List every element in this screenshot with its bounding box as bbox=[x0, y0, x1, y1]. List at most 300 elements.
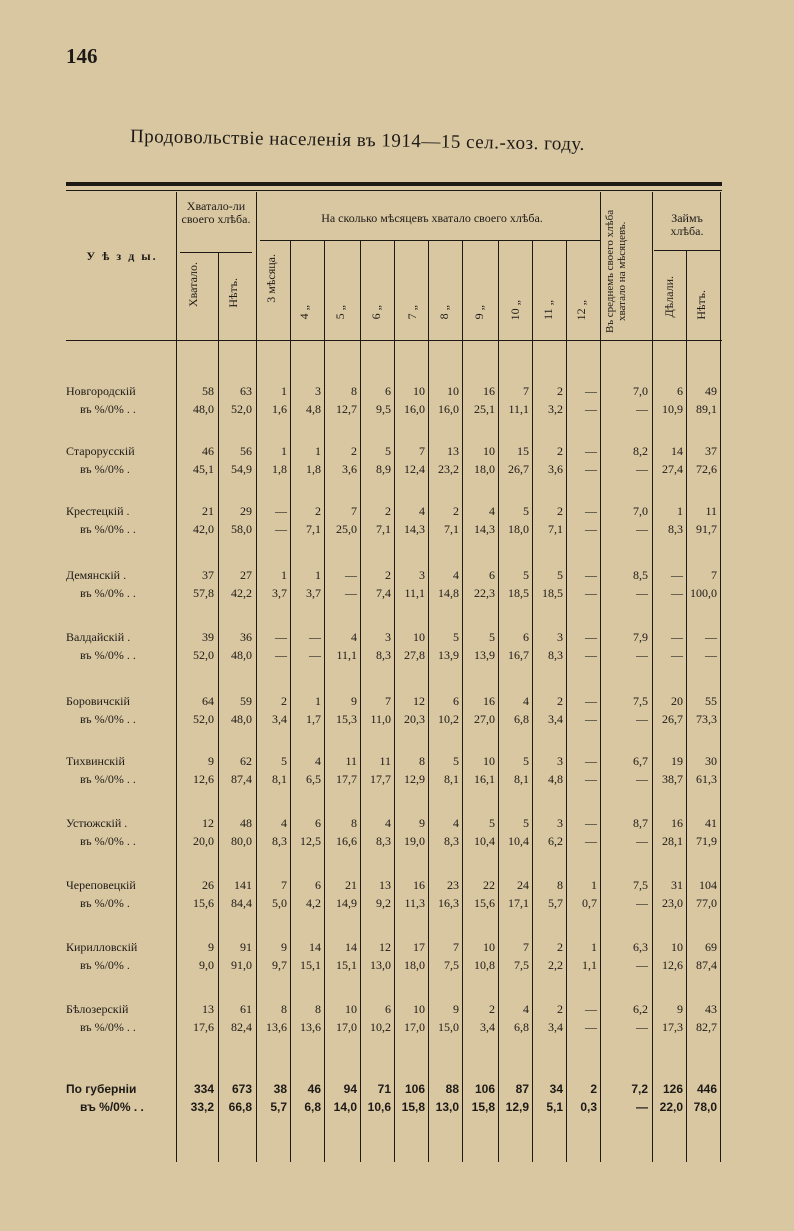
count-cell: 5 bbox=[523, 504, 529, 518]
percent-cell: 18,0 bbox=[508, 522, 529, 536]
percent-cell: — bbox=[636, 772, 648, 786]
count-cell: 13 bbox=[447, 444, 459, 458]
count-cell: 7,0 bbox=[633, 504, 648, 518]
percent-cell: — bbox=[671, 648, 683, 662]
percent-label: въ %/0% . . bbox=[80, 402, 136, 416]
percent-cell: 3,4 bbox=[548, 1020, 563, 1034]
count-cell: — bbox=[585, 816, 597, 830]
header-month-12: 12 „ bbox=[574, 300, 588, 321]
percent-cell: 48,0 bbox=[193, 402, 214, 416]
count-cell: 8,5 bbox=[633, 568, 648, 582]
col-line bbox=[720, 192, 721, 1162]
count-cell: — bbox=[309, 630, 321, 644]
count-cell: 7 bbox=[453, 940, 459, 954]
row-label bbox=[66, 1080, 176, 1116]
percent-cell: 10,8 bbox=[474, 958, 495, 972]
percent-cell: 17,0 bbox=[404, 1020, 425, 1034]
count-cell: 11 bbox=[705, 504, 717, 518]
count-cell: 58 bbox=[202, 384, 214, 398]
percent-label: въ %/0% . . bbox=[80, 1020, 136, 1034]
percent-cell: 6,8 bbox=[514, 712, 529, 726]
percent-cell: — bbox=[636, 462, 648, 476]
count-cell: 14 bbox=[671, 444, 683, 458]
percent-cell: 9,7 bbox=[272, 958, 287, 972]
percent-cell: 33,2 bbox=[190, 1100, 214, 1114]
page-number: 146 bbox=[66, 44, 98, 68]
count-cell: 1 bbox=[591, 940, 597, 954]
percent-cell: 91,7 bbox=[696, 522, 717, 536]
count-cell: — bbox=[671, 630, 683, 644]
count-cell: 7,5 bbox=[633, 694, 648, 708]
percent-cell: — bbox=[671, 586, 683, 600]
count-cell: 10 bbox=[483, 444, 495, 458]
count-cell: 46 bbox=[307, 1082, 321, 1096]
percent-cell: 15,6 bbox=[193, 896, 214, 910]
count-cell: 8 bbox=[419, 754, 425, 768]
count-cell: 6 bbox=[523, 630, 529, 644]
percent-cell: 18,0 bbox=[474, 462, 495, 476]
count-cell: 64 bbox=[202, 694, 214, 708]
percent-cell: 22,3 bbox=[474, 586, 495, 600]
percent-cell: 3,7 bbox=[272, 586, 287, 600]
count-cell: 5 bbox=[557, 568, 563, 582]
row-label bbox=[66, 692, 176, 728]
count-cell: 5 bbox=[281, 754, 287, 768]
count-cell: 21 bbox=[202, 504, 214, 518]
percent-label: въ %/0% . . bbox=[80, 522, 136, 536]
header-hvatalo-group: Хватало-ли своего хлѣба. bbox=[181, 199, 251, 226]
header-month-4: 4 „ bbox=[297, 305, 311, 320]
percent-label: въ %/0% . bbox=[80, 896, 130, 910]
percent-cell: — bbox=[585, 648, 597, 662]
count-cell: 106 bbox=[474, 1082, 495, 1096]
count-cell: 2 bbox=[590, 1082, 597, 1096]
count-cell: 6,3 bbox=[633, 940, 648, 954]
count-cell: 1 bbox=[315, 444, 321, 458]
percent-cell: 82,4 bbox=[231, 1020, 252, 1034]
count-cell: 9 bbox=[208, 754, 214, 768]
header-uezdy: У ѣ з д ы. bbox=[86, 249, 158, 263]
count-cell: 104 bbox=[699, 878, 717, 892]
count-cell: 16 bbox=[483, 694, 495, 708]
row-label bbox=[66, 938, 176, 974]
percent-cell: 15,1 bbox=[300, 958, 321, 972]
col-line bbox=[176, 192, 177, 1162]
percent-cell: 8,1 bbox=[514, 772, 529, 786]
count-cell: 7 bbox=[523, 384, 529, 398]
percent-cell: 14,0 bbox=[333, 1100, 357, 1114]
count-cell: 21 bbox=[345, 878, 357, 892]
percent-cell: 17,3 bbox=[662, 1020, 683, 1034]
count-cell: 7,2 bbox=[631, 1082, 648, 1096]
count-cell: — bbox=[585, 568, 597, 582]
percent-cell: — bbox=[636, 1020, 648, 1034]
percent-label: въ %/0% . . bbox=[80, 1100, 144, 1114]
count-cell: 48 bbox=[240, 816, 252, 830]
count-cell: 15 bbox=[517, 444, 529, 458]
percent-cell: 26,7 bbox=[508, 462, 529, 476]
count-cell: 10 bbox=[345, 1002, 357, 1016]
count-cell: 3 bbox=[385, 630, 391, 644]
count-cell: 91 bbox=[240, 940, 252, 954]
percent-cell: 100,0 bbox=[690, 586, 717, 600]
count-cell: 4 bbox=[385, 816, 391, 830]
percent-cell: 17,7 bbox=[336, 772, 357, 786]
count-cell: 14 bbox=[309, 940, 321, 954]
percent-cell: — bbox=[636, 648, 648, 662]
count-cell: — bbox=[585, 754, 597, 768]
count-cell: — bbox=[275, 504, 287, 518]
header-average: Въ среднемъ своего хлѣба хватало на мѣсяцевъ. bbox=[604, 209, 628, 333]
count-cell: 1 bbox=[281, 568, 287, 582]
count-cell: 34 bbox=[549, 1082, 563, 1096]
percent-cell: 27,0 bbox=[474, 712, 495, 726]
uezd-name: Боровичскій bbox=[66, 694, 130, 708]
percent-cell: — bbox=[705, 648, 717, 662]
percent-cell: 4,8 bbox=[306, 402, 321, 416]
count-cell: 2 bbox=[557, 694, 563, 708]
count-cell: 88 bbox=[445, 1082, 459, 1096]
count-cell: 71 bbox=[377, 1082, 391, 1096]
count-cell: 2 bbox=[557, 384, 563, 398]
count-cell: 16 bbox=[413, 878, 425, 892]
percent-cell: 0,3 bbox=[580, 1100, 597, 1114]
percent-cell: 91,0 bbox=[231, 958, 252, 972]
percent-cell: 6,8 bbox=[304, 1100, 321, 1114]
percent-cell: 14,3 bbox=[404, 522, 425, 536]
count-cell: 9 bbox=[677, 1002, 683, 1016]
count-cell: 10 bbox=[413, 1002, 425, 1016]
header-month-5: 5 „ bbox=[333, 305, 347, 320]
percent-cell: 8,3 bbox=[668, 522, 683, 536]
percent-cell: 87,4 bbox=[696, 958, 717, 972]
count-cell: 17 bbox=[413, 940, 425, 954]
count-cell: 7,5 bbox=[633, 878, 648, 892]
percent-cell: 15,3 bbox=[336, 712, 357, 726]
count-cell: 13 bbox=[379, 878, 391, 892]
header-months-group: На сколько мѣсяцевъ хватало своего хлѣба. bbox=[321, 211, 543, 225]
header-month-6: 6 „ bbox=[369, 305, 383, 320]
percent-cell: 5,1 bbox=[546, 1100, 563, 1114]
header-month-3: 3 мѣсяца. bbox=[264, 254, 278, 303]
percent-cell: 42,2 bbox=[231, 586, 252, 600]
percent-cell: 7,4 bbox=[376, 586, 391, 600]
percent-cell: — bbox=[309, 648, 321, 662]
count-cell: 1 bbox=[315, 568, 321, 582]
percent-cell: 14,8 bbox=[438, 586, 459, 600]
percent-cell: 18,5 bbox=[508, 586, 529, 600]
count-cell: 3 bbox=[557, 630, 563, 644]
percent-cell: 52,0 bbox=[193, 712, 214, 726]
count-cell: 5 bbox=[523, 754, 529, 768]
count-cell: 10 bbox=[483, 754, 495, 768]
percent-cell: — bbox=[585, 586, 597, 600]
percent-cell: 17,0 bbox=[336, 1020, 357, 1034]
count-cell: 1 bbox=[281, 384, 287, 398]
percent-cell: 12,4 bbox=[404, 462, 425, 476]
row-label bbox=[66, 628, 176, 664]
percent-cell: 19,0 bbox=[404, 834, 425, 848]
uezd-name: Череповецкій bbox=[66, 878, 136, 892]
percent-cell: 1,6 bbox=[272, 402, 287, 416]
count-cell: — bbox=[345, 568, 357, 582]
count-cell: 38 bbox=[273, 1082, 287, 1096]
percent-label: въ %/0% . bbox=[80, 958, 130, 972]
percent-cell: 45,1 bbox=[193, 462, 214, 476]
percent-cell: 1,8 bbox=[306, 462, 321, 476]
count-cell: 2 bbox=[557, 940, 563, 954]
count-cell: 673 bbox=[231, 1082, 252, 1096]
header-hvatalo-yes: Хватало. bbox=[186, 262, 200, 307]
percent-cell: 87,4 bbox=[231, 772, 252, 786]
percent-cell: 77,0 bbox=[696, 896, 717, 910]
count-cell: 61 bbox=[240, 1002, 252, 1016]
count-cell: 59 bbox=[240, 694, 252, 708]
count-cell: 94 bbox=[343, 1082, 357, 1096]
percent-cell: 73,3 bbox=[696, 712, 717, 726]
percent-cell: 15,6 bbox=[474, 896, 495, 910]
count-cell: 2 bbox=[315, 504, 321, 518]
count-cell: 2 bbox=[557, 1002, 563, 1016]
count-cell: 7 bbox=[281, 878, 287, 892]
percent-cell: 7,1 bbox=[306, 522, 321, 536]
row-label bbox=[66, 382, 176, 418]
percent-cell: 82,7 bbox=[696, 1020, 717, 1034]
count-cell: 1 bbox=[281, 444, 287, 458]
row-label bbox=[66, 752, 176, 788]
percent-cell: 27,8 bbox=[404, 648, 425, 662]
count-cell: 22 bbox=[483, 878, 495, 892]
percent-label: въ %/0% . . bbox=[80, 772, 136, 786]
count-cell: — bbox=[585, 694, 597, 708]
count-cell: — bbox=[585, 384, 597, 398]
header-loans-no: Нѣтъ. bbox=[694, 290, 708, 320]
count-cell: 334 bbox=[193, 1082, 214, 1096]
count-cell: 2 bbox=[385, 504, 391, 518]
count-cell: 12 bbox=[202, 816, 214, 830]
percent-cell: 80,0 bbox=[231, 834, 252, 848]
header-loans-yes: Дѣлали. bbox=[662, 276, 676, 318]
percent-label: въ %/0% . . bbox=[80, 648, 136, 662]
count-cell: 23 bbox=[447, 878, 459, 892]
percent-label: въ %/0% . . bbox=[80, 834, 136, 848]
row-label bbox=[66, 566, 176, 602]
count-cell: 62 bbox=[240, 754, 252, 768]
count-cell: 9 bbox=[453, 1002, 459, 1016]
percent-cell: 58,0 bbox=[231, 522, 252, 536]
percent-cell: 16,0 bbox=[404, 402, 425, 416]
percent-cell: — bbox=[585, 462, 597, 476]
count-cell: 4 bbox=[489, 504, 495, 518]
percent-cell: 18,5 bbox=[542, 586, 563, 600]
count-cell: 6 bbox=[385, 1002, 391, 1016]
count-cell: 37 bbox=[202, 568, 214, 582]
count-cell: 7 bbox=[523, 940, 529, 954]
percent-cell: 23,0 bbox=[662, 896, 683, 910]
count-cell: 5 bbox=[453, 630, 459, 644]
count-cell: 29 bbox=[240, 504, 252, 518]
count-cell: — bbox=[705, 630, 717, 644]
percent-cell: 8,3 bbox=[548, 648, 563, 662]
count-cell: 39 bbox=[202, 630, 214, 644]
count-cell: 37 bbox=[705, 444, 717, 458]
percent-cell: — bbox=[636, 1100, 648, 1114]
count-cell: 11 bbox=[379, 754, 391, 768]
percent-cell: 11,0 bbox=[370, 712, 391, 726]
percent-cell: 17,6 bbox=[193, 1020, 214, 1034]
count-cell: 5 bbox=[489, 630, 495, 644]
percent-cell: 38,7 bbox=[662, 772, 683, 786]
percent-cell: 4,2 bbox=[306, 896, 321, 910]
percent-cell: — bbox=[345, 586, 357, 600]
count-cell: 4 bbox=[315, 754, 321, 768]
percent-label: въ %/0% . bbox=[80, 462, 130, 476]
count-cell: 20 bbox=[671, 694, 683, 708]
top-rule-thick bbox=[66, 182, 722, 186]
count-cell: 8 bbox=[351, 816, 357, 830]
count-cell: 8 bbox=[351, 384, 357, 398]
count-cell: 11 bbox=[345, 754, 357, 768]
percent-cell: 20,0 bbox=[193, 834, 214, 848]
count-cell: 36 bbox=[240, 630, 252, 644]
count-cell: 9 bbox=[419, 816, 425, 830]
header-hvatalo-no: Нѣтъ. bbox=[226, 278, 240, 308]
percent-cell: 17,7 bbox=[370, 772, 391, 786]
count-cell: 14 bbox=[345, 940, 357, 954]
percent-cell: — bbox=[275, 522, 287, 536]
count-cell: 12 bbox=[413, 694, 425, 708]
count-cell: 5 bbox=[453, 754, 459, 768]
percent-cell: 48,0 bbox=[231, 712, 252, 726]
row-label bbox=[66, 1000, 176, 1036]
percent-cell: 15,0 bbox=[438, 1020, 459, 1034]
percent-cell: — bbox=[636, 896, 648, 910]
percent-cell: 7,5 bbox=[444, 958, 459, 972]
count-cell: 9 bbox=[281, 940, 287, 954]
count-cell: 13 bbox=[202, 1002, 214, 1016]
count-cell: 4 bbox=[523, 694, 529, 708]
percent-cell: 10,4 bbox=[508, 834, 529, 848]
percent-cell: 6,5 bbox=[306, 772, 321, 786]
count-cell: 19 bbox=[671, 754, 683, 768]
percent-cell: 72,6 bbox=[696, 462, 717, 476]
header-month-8: 8 „ bbox=[437, 305, 451, 320]
count-cell: 5 bbox=[385, 444, 391, 458]
percent-cell: — bbox=[636, 834, 648, 848]
count-cell: 26 bbox=[202, 878, 214, 892]
percent-cell: 25,1 bbox=[474, 402, 495, 416]
count-cell: 5 bbox=[523, 568, 529, 582]
header-month-10: 10 „ bbox=[508, 300, 522, 321]
percent-cell: 8,3 bbox=[376, 648, 391, 662]
percent-cell: 7,1 bbox=[444, 522, 459, 536]
count-cell: 4 bbox=[453, 568, 459, 582]
percent-cell: 66,8 bbox=[228, 1100, 252, 1114]
percent-cell: 52,0 bbox=[231, 402, 252, 416]
count-cell: 2 bbox=[489, 1002, 495, 1016]
percent-cell: 8,3 bbox=[444, 834, 459, 848]
percent-cell: 1,8 bbox=[272, 462, 287, 476]
count-cell: 1 bbox=[315, 694, 321, 708]
count-cell: 4 bbox=[351, 630, 357, 644]
count-cell: 16 bbox=[483, 384, 495, 398]
count-cell: 5 bbox=[489, 816, 495, 830]
count-cell: 8 bbox=[281, 1002, 287, 1016]
uezd-name: Валдайскій . bbox=[66, 630, 131, 644]
count-cell: 1 bbox=[591, 878, 597, 892]
percent-cell: 1,1 bbox=[582, 958, 597, 972]
percent-cell: 25,0 bbox=[336, 522, 357, 536]
percent-cell: 14,9 bbox=[336, 896, 357, 910]
uezd-name: Бѣлозерскій bbox=[66, 1002, 129, 1016]
uezd-name: По губерніи bbox=[66, 1082, 137, 1096]
count-cell: 10 bbox=[413, 384, 425, 398]
percent-cell: 16,3 bbox=[438, 896, 459, 910]
percent-cell: 54,9 bbox=[231, 462, 252, 476]
count-cell: 2 bbox=[281, 694, 287, 708]
percent-cell: — bbox=[585, 1020, 597, 1034]
percent-cell: 12,5 bbox=[300, 834, 321, 848]
count-cell: 2 bbox=[557, 504, 563, 518]
percent-cell: 13,0 bbox=[435, 1100, 459, 1114]
count-cell: — bbox=[275, 630, 287, 644]
percent-cell: 9,0 bbox=[199, 958, 214, 972]
count-cell: 3 bbox=[419, 568, 425, 582]
percent-cell: 16,7 bbox=[508, 648, 529, 662]
percent-cell: 11,1 bbox=[404, 586, 425, 600]
percent-cell: 10,9 bbox=[662, 402, 683, 416]
count-cell: 2 bbox=[453, 504, 459, 518]
count-cell: — bbox=[585, 444, 597, 458]
percent-cell: — bbox=[585, 834, 597, 848]
percent-cell: 3,2 bbox=[548, 402, 563, 416]
percent-cell: 3,4 bbox=[272, 712, 287, 726]
count-cell: 6 bbox=[677, 384, 683, 398]
header-subline-months bbox=[260, 240, 600, 241]
percent-cell: 89,1 bbox=[696, 402, 717, 416]
percent-cell: 3,6 bbox=[342, 462, 357, 476]
row-label bbox=[66, 814, 176, 850]
percent-cell: — bbox=[636, 402, 648, 416]
header-month-9: 9 „ bbox=[472, 305, 486, 320]
percent-cell: 12,9 bbox=[404, 772, 425, 786]
percent-cell: 12,6 bbox=[662, 958, 683, 972]
row-label bbox=[66, 502, 176, 538]
count-cell: 6 bbox=[315, 816, 321, 830]
count-cell: 4 bbox=[281, 816, 287, 830]
count-cell: 4 bbox=[419, 504, 425, 518]
count-cell: 2 bbox=[385, 568, 391, 582]
col-line bbox=[600, 192, 601, 1162]
percent-cell: 16,6 bbox=[336, 834, 357, 848]
percent-cell: 27,4 bbox=[662, 462, 683, 476]
count-cell: 6,2 bbox=[633, 1002, 648, 1016]
top-rule-thin bbox=[66, 190, 722, 191]
row-label bbox=[66, 876, 176, 912]
percent-cell: 1,7 bbox=[306, 712, 321, 726]
uezd-name: Новгородскій bbox=[66, 384, 136, 398]
count-cell: 16 bbox=[671, 816, 683, 830]
percent-cell: 3,6 bbox=[548, 462, 563, 476]
percent-cell: 0,7 bbox=[582, 896, 597, 910]
percent-cell: 7,5 bbox=[514, 958, 529, 972]
count-cell: 4 bbox=[523, 1002, 529, 1016]
count-cell: 56 bbox=[240, 444, 252, 458]
count-cell: 106 bbox=[404, 1082, 425, 1096]
percent-cell: — bbox=[636, 712, 648, 726]
percent-cell: 52,0 bbox=[193, 648, 214, 662]
percent-cell: 15,8 bbox=[471, 1100, 495, 1114]
